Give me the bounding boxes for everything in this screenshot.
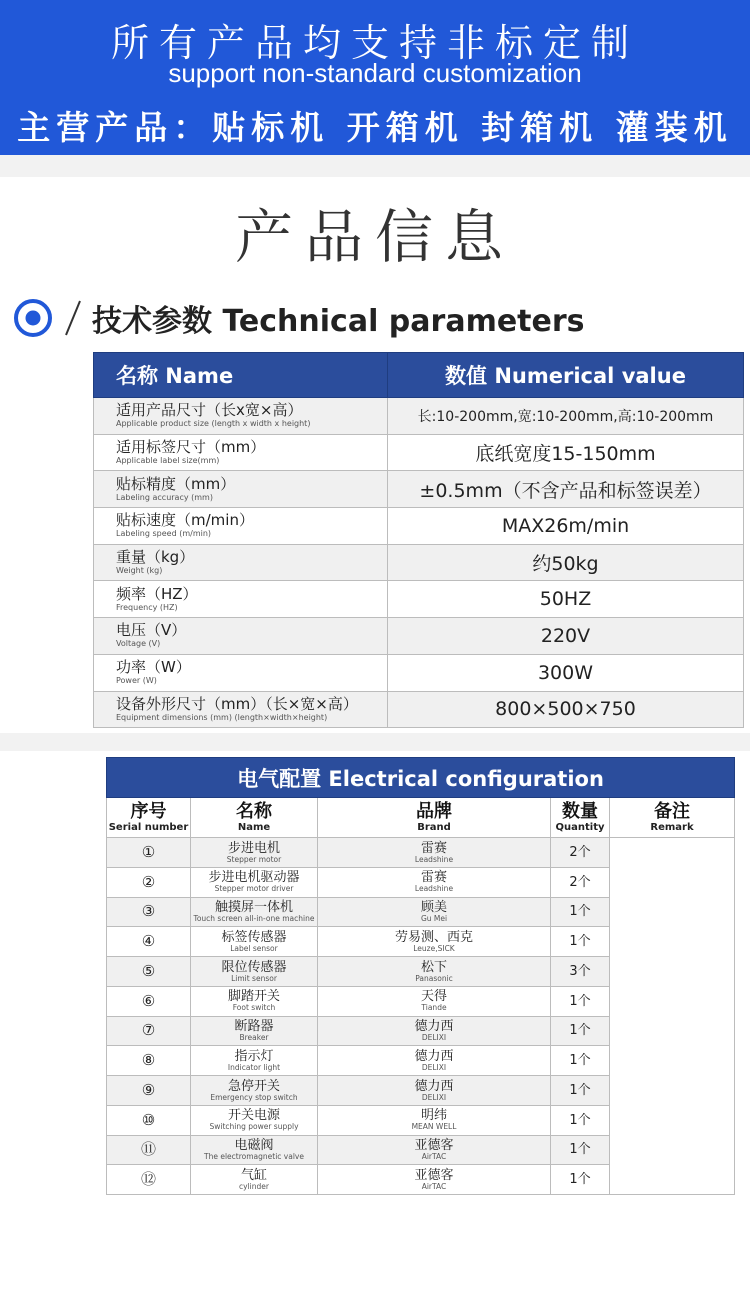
param-name-zh: 适用产品尺寸（长x宽×高） [116,401,303,420]
param-name-en: Labeling accuracy (mm) [116,492,213,502]
component-brand [318,897,551,927]
component-name-en: Limit sensor [231,973,277,983]
component-name [191,1016,318,1046]
header-quantity-zh: 数量 [562,800,598,822]
component-name [191,1165,318,1195]
component-brand-en: DELIXI [421,1092,447,1102]
component-quantity: 1个 [551,897,610,927]
component-name-zh: 脚踏开关 [227,989,280,1005]
tech-section-heading [14,296,585,340]
param-name-en: Equipment dimensions (mm) (length×width×height) [116,712,328,722]
component-name-zh: 步进电机 [227,840,280,856]
component-name-en: Switching power supply [209,1122,299,1132]
component-quantity: 1个 [551,1016,610,1046]
header-name [191,798,318,838]
component-name-en: Stepper motor driver [214,884,294,894]
component-name-en: Stepper motor [226,854,282,864]
param-name-zh: 功率（W） [116,658,191,677]
param-row [94,581,744,618]
tech-params-table [93,352,744,728]
param-value: 800×500×750 [388,691,744,728]
serial-number: ⑨ [107,1076,191,1106]
component-brand-en: Leadshine [414,884,454,894]
component-name [191,1135,318,1165]
component-brand-en: Leadshine [414,854,454,864]
component-name-en: cylinder [239,1181,269,1191]
component-brand [318,1076,551,1106]
param-name-en: Labeling speed (m/min) [116,529,212,539]
component-name [191,957,318,987]
param-name [94,618,388,655]
component-brand [318,957,551,987]
header-remark-zh: 备注 [654,800,691,822]
param-value: 220V [388,618,744,655]
component-quantity: 1个 [551,1076,610,1106]
component-brand-zh: 雷赛 [420,870,447,886]
param-name-zh: 适用标签尺寸（mm） [116,438,266,457]
header-brand-zh: 品牌 [416,800,452,822]
component-quantity: 1个 [551,1135,610,1165]
param-name-zh: 重量（kg） [116,548,195,567]
component-name-en: Breaker [239,1033,269,1043]
component-brand [318,1135,551,1165]
param-row [94,691,744,728]
component-quantity: 1个 [551,986,610,1016]
header-brand-en: Brand [417,821,451,833]
electrical-section-title: 电气配置 Electrical configuration [107,758,735,798]
component-name [191,1076,318,1106]
electrical-config-table [106,757,735,1195]
header-serial-zh: 序号 [130,800,167,822]
param-name [94,654,388,691]
header-remark-en: Remark [650,821,694,833]
component-name-zh: 指示灯 [234,1048,274,1064]
component-name-en: Label sensor [230,943,278,953]
component-name [191,1046,318,1076]
component-name [191,1105,318,1135]
component-brand-zh: 亚德客 [414,1167,454,1183]
header-name-zh: 名称 [236,800,272,822]
component-name-zh: 电磁阀 [234,1138,274,1154]
param-row [94,434,744,471]
param-row [94,508,744,545]
serial-number: ⑥ [107,986,191,1016]
banner-customization-zh: 所有产品均支持非标定制 [110,21,639,65]
remark-cell [610,838,735,1195]
param-name-en: Power (W) [116,676,157,686]
serial-number: ⑤ [107,957,191,987]
component-name-zh: 气缸 [240,1167,267,1183]
header-serial-en: Serial number [108,821,189,833]
param-value: 约50kg [388,544,744,581]
tech-table-header [94,353,744,398]
param-name [94,581,388,618]
component-name-en: Emergency stop switch [210,1092,298,1102]
param-value: 底纸宽度15-150mm [388,434,744,471]
component-name-en: Touch screen all-in-one machine [193,914,315,924]
component-name [191,897,318,927]
component-brand-zh: 天得 [420,989,447,1005]
param-row [94,618,744,655]
component-brand-zh: 松下 [420,959,447,975]
component-name-en: The electromagnetic valve [204,1152,304,1162]
electrical-table-header [107,798,735,838]
component-name-en: Indicator light [227,1062,281,1072]
target-icon [14,299,52,337]
serial-number: ① [107,838,191,868]
component-quantity: 2个 [551,838,610,868]
component-brand [318,1165,551,1195]
header-serial [107,798,191,838]
component-name [191,927,318,957]
component-quantity: 1个 [551,1165,610,1195]
serial-number: ④ [107,927,191,957]
param-row [94,654,744,691]
param-name-zh: 贴标速度（m/min） [116,511,254,530]
header-name-en: Name [237,821,271,833]
component-brand [318,927,551,957]
param-name-en: Applicable label size(mm) [116,456,220,466]
component-name-zh: 触摸屏一体机 [214,900,293,916]
serial-number: ⑦ [107,1016,191,1046]
param-value: 50HZ [388,581,744,618]
param-name-zh: 频率（HZ） [116,584,198,603]
tech-section-title: 技术参数 Technical parameters [92,304,585,339]
component-brand [318,1105,551,1135]
serial-number: ⑩ [107,1105,191,1135]
param-row [94,544,744,581]
param-row [94,398,744,435]
component-brand-en: Leuze,SICK [413,943,455,953]
component-brand-zh: 德力西 [414,1048,454,1064]
component-quantity: 1个 [551,1046,610,1076]
param-name-en: Weight (kg) [116,566,163,576]
header-quantity-en: Quantity [555,821,605,833]
component-brand [318,867,551,897]
param-name-zh: 设备外形尺寸（mm）（长×宽×高） [116,694,358,713]
banner-main-products: 主营产品：贴标机 开箱机 封箱机 灌装机 [17,108,733,147]
serial-number: ⑧ [107,1046,191,1076]
serial-number: ③ [107,897,191,927]
component-quantity: 3个 [551,957,610,987]
divider-band-middle [0,733,750,751]
param-name [94,508,388,545]
param-name [94,434,388,471]
component-brand [318,1016,551,1046]
param-name-en: Voltage (V) [116,639,161,649]
header-quantity [551,798,610,838]
header-value: 数值 Numerical value [388,353,744,398]
param-name-en: Frequency (HZ) [116,602,178,612]
param-name [94,398,388,435]
component-name-zh: 标签传感器 [221,929,287,945]
header-remark [610,798,735,838]
component-name-zh: 开关电源 [227,1108,280,1124]
component-quantity: 2个 [551,867,610,897]
component-name-en: Foot switch [232,1003,276,1013]
component-brand-zh: 德力西 [414,1019,454,1035]
component-name-zh: 步进电机驱动器 [208,870,300,886]
param-name [94,471,388,508]
component-name-zh: 限位传感器 [221,959,287,975]
top-banner [0,0,750,155]
component-brand-en: Panasonic [415,973,453,983]
serial-number: ⑫ [107,1165,191,1195]
component-quantity: 1个 [551,927,610,957]
param-name-en: Applicable product size (length x width x height) [116,419,311,429]
component-brand-zh: 顾美 [420,900,447,916]
component-name-zh: 断路器 [234,1019,274,1035]
param-value: 300W [388,654,744,691]
component-brand-en: AirTAC [421,1181,447,1191]
component-brand-en: Tiande [421,1003,447,1013]
component-brand-en: AirTAC [421,1152,447,1162]
component-name [191,986,318,1016]
component-brand-en: MEAN WELL [411,1122,457,1132]
component-quantity: 1个 [551,1105,610,1135]
page-title: 产品信息 [234,203,515,271]
header-name: 名称 Name [94,353,388,398]
component-name [191,838,318,868]
component-brand [318,838,551,868]
component-row [107,838,735,868]
slash-icon [62,298,84,338]
component-brand-zh: 雷赛 [420,840,447,856]
component-brand-en: DELIXI [421,1033,447,1043]
param-value: MAX26m/min [388,508,744,545]
param-value: ±0.5mm（不含产品和标签误差） [388,471,744,508]
divider-band-top [0,155,750,177]
banner-customization-en: support non-standard customization [168,58,582,88]
component-brand-zh: 德力西 [414,1078,454,1094]
component-brand-zh: 明纬 [420,1108,447,1124]
param-value: 长:10-200mm,宽:10-200mm,高:10-200mm [388,398,744,435]
header-brand [318,798,551,838]
component-brand-zh: 亚德客 [414,1138,454,1154]
component-brand [318,986,551,1016]
param-name-zh: 贴标精度（mm） [116,474,236,493]
param-name-zh: 电压（V） [116,621,187,640]
serial-number: ② [107,867,191,897]
component-brand-zh: 劳易测、西克 [394,929,473,945]
component-brand-en: DELIXI [421,1062,447,1072]
component-brand [318,1046,551,1076]
component-name-zh: 急停开关 [227,1078,280,1094]
param-name [94,691,388,728]
component-brand-en: Gu Mei [420,914,448,924]
param-row [94,471,744,508]
component-name [191,867,318,897]
serial-number: ⑪ [107,1135,191,1165]
param-name [94,544,388,581]
